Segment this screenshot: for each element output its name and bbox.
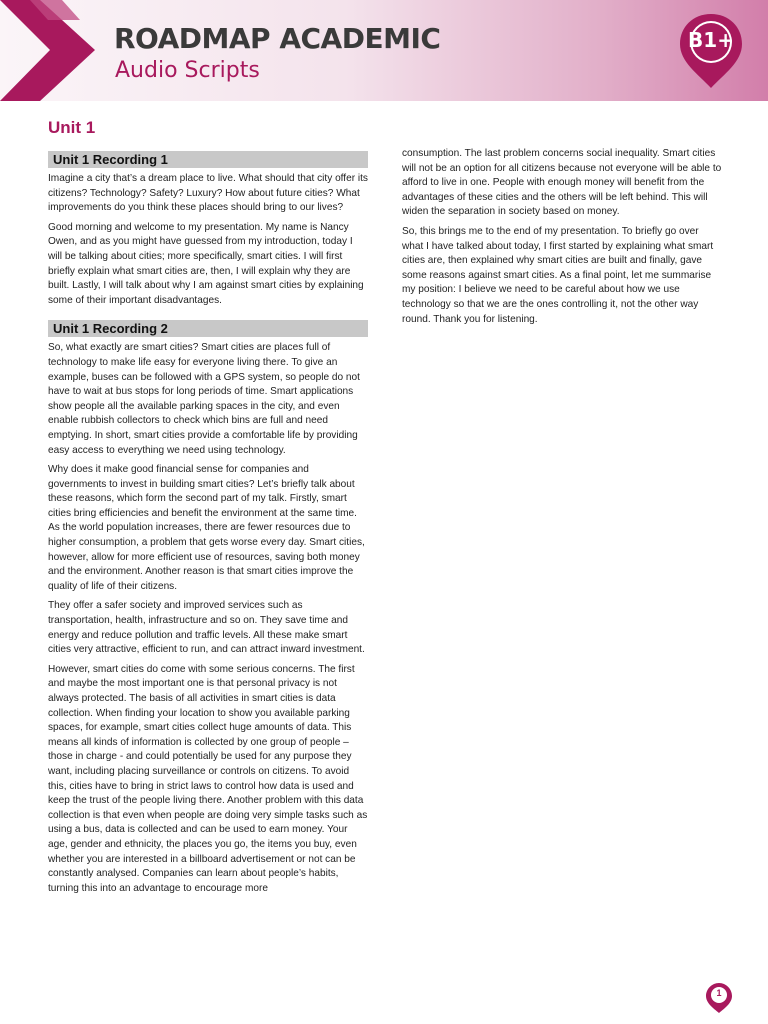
recording-2-paragraph: Why does it make good financial sense for companies and governments to invest in building smart cities? Let’s briefly talk about these reasons, which form the second part of my talk. Firstly, smart cities bring efficiencies and benefit the environment at the same time. As the world population increases, there are fewer resources due to higher consumption, a problem that gets worse every day. Smart cities, however, allow for more efficient use of resources, saving both money and the environment. Another reason is that smart cities improve the quality of life of their citizens. (48, 464, 365, 592)
brand-subtitle: Audio Scripts (115, 58, 260, 83)
brand-title: ROADMAP ACADEMIC (114, 22, 441, 55)
unit-title: Unit 1 (48, 118, 96, 137)
level-badge: B1+ (688, 28, 734, 52)
recording-2-heading: Unit 1 Recording 2 (48, 320, 368, 337)
recording-2-paragraph: So, this brings me to the end of my presentation. To briefly go over what I have talked about today, I first started by explaining what smart cities are, then explained why smart cities are built and finally, gave some reasons against smart cities. As a final point, let me summarise my position: I believe we need to be careful about how we use technology so that we are the ones controlling it, not the other way round. Thank you for listening. (402, 225, 714, 325)
recording-2-paragraph: They offer a safer society and improved services such as transportation, health, infrastructure and so on. They save time and energy and reduce pollution and traffic levels. All these make smart cities very attractive, efficient to run, and can attract inward investment. (48, 600, 365, 656)
recording-2-paragraph: So, what exactly are smart cities? Smart cities are places full of technology to make life easy for everyone living there. To give an example, buses can be followed with a GPS system, so people do not have to wait at bus stops for long periods of time. Smart applications show people all the available parking spaces in the city, and even enable rubbish collectors to check which bins are full and need emptying. In short, smart cities provide a comfortable life by providing easy access to everything we need using technology. (48, 342, 360, 456)
header-banner (0, 0, 768, 101)
section-gap (48, 313, 368, 320)
right-column (402, 147, 722, 332)
brand-chevron-logo (0, 0, 110, 101)
page-pin-icon (705, 982, 733, 1014)
recording-1-heading: Unit 1 Recording 1 (48, 151, 368, 168)
recording-2-paragraph: consumption. The last problem concerns social inequality. Smart cities will not be an option for all citizens because not everyone will be able to afford to live in one. People with enough money will benefit from the advantages of these cities and the others will be left behind. This will widen the separation in society based on money. (402, 148, 722, 218)
recording-1-paragraph: Imagine a city that’s a dream place to live. What should that city offer its citizens? Technology? Safety? Luxury? How about future cities? What improvements do you think these places should bring to our lives? (48, 173, 368, 214)
page-number: 1 (716, 988, 722, 998)
recording-1-paragraph: Good morning and welcome to my presentation. My name is Nancy Owen, and as you might have guessed from my introduction, today I will be talking about cities; more specifically, smart cities. I will first briefly explain what smart cities are, then, I will explain why they are built. Lastly, I will talk about why I am against smart cities by explaining some of their important disadvantages. (48, 221, 364, 306)
left-column (48, 151, 368, 901)
recording-2-paragraph: However, smart cities do come with some serious concerns. The first and maybe the most important one is that personal privacy is not always protected. The basis of all activities in smart cities is data collection. When finding your location to show you available parking spaces, for example, smart cities collect huge amounts of data. This means all kinds of information is collected by one group of people – those in charge - and could potentially be used for any purpose they want, including placing surveillance or controls on citizens. To avoid this, cities have to bring in strict laws to control how data is used and keep the trust of the people living there. Another problem with this data collection is that even when people are doing very simple tasks such as using a bus, data is collected and can be used to earn money. Your age, gender and ethnicity, the places you go, the items you buy, even whether you are interested in a billboard advertisement or not can be constantly analysed. Companies can learn about people’s habits, turning this into an advantage to encourage more (48, 663, 368, 894)
